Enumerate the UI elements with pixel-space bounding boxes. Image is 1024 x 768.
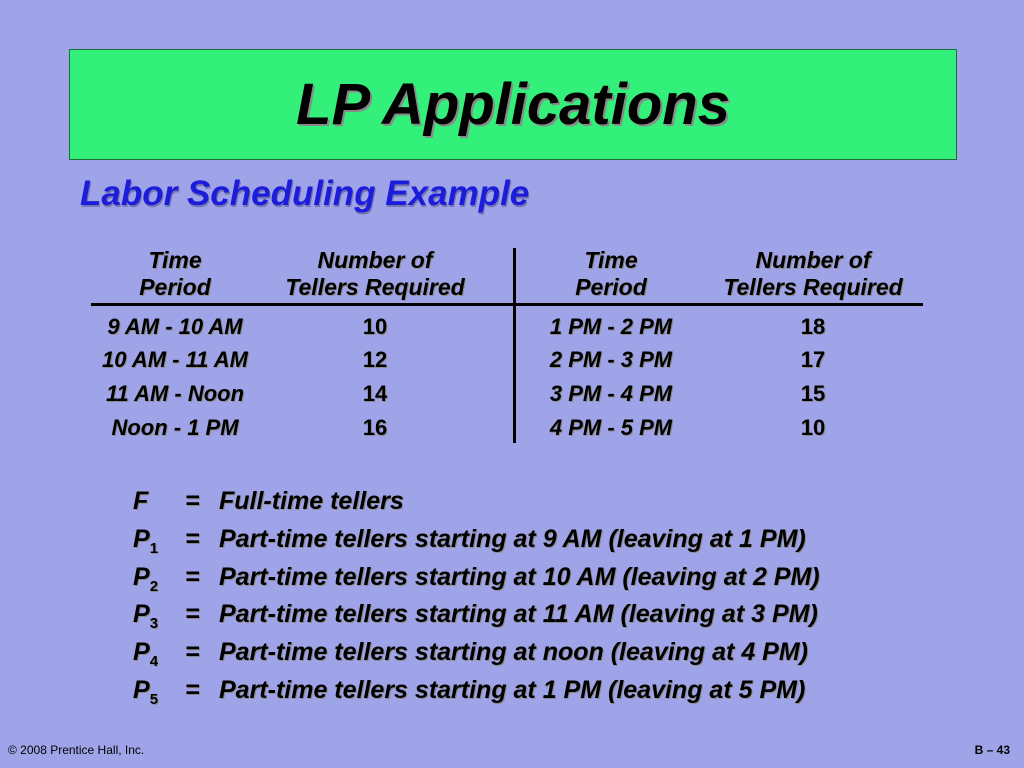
variable-subscript: 5 (149, 691, 159, 708)
header-tellers-right (707, 247, 919, 301)
table-cell-tellers: 16 (362, 415, 388, 440)
header-line1: Time (148, 247, 202, 273)
table-cell-tellers: 17 (800, 347, 826, 372)
header-time-left (95, 247, 255, 301)
variable-letter: P (133, 638, 150, 666)
header-line1: Number of (317, 247, 433, 273)
definition-text: Part-time tellers starting at 9 AM (leaving at 1 PM) (219, 525, 806, 553)
slide-subtitle: Labor Scheduling Example (80, 174, 530, 213)
copyright-footer: © 2008 Prentice Hall, Inc. (8, 743, 145, 757)
definition-equals: = (185, 600, 200, 628)
header-line1: Time (584, 247, 638, 273)
definition-text: Full-time tellers (219, 487, 404, 515)
table-cell-time: 3 PM - 4 PM (549, 381, 673, 406)
definition-text: Part-time tellers starting at 10 AM (leaving at 2 PM) (219, 563, 820, 591)
definition-equals: = (185, 487, 200, 515)
definition-variable (133, 525, 158, 557)
table-cell-time: 9 AM - 10 AM (107, 314, 243, 339)
header-line2: Period (139, 274, 211, 300)
definition-text: Part-time tellers starting at noon (leaving at 4 PM) (219, 638, 809, 666)
header-time-right (531, 247, 691, 301)
variable-subscript: 4 (149, 653, 159, 670)
variable-letter: F (133, 487, 149, 515)
variable-subscript: 1 (149, 540, 159, 557)
definition-text: Part-time tellers starting at 11 AM (leaving at 3 PM) (219, 600, 818, 628)
definition-variable (133, 676, 158, 708)
table-cell-tellers: 18 (800, 314, 826, 339)
table-divider (513, 248, 516, 443)
table-cell-time: 4 PM - 5 PM (549, 415, 673, 440)
header-tellers-left (270, 247, 480, 301)
variable-subscript: 2 (149, 578, 159, 595)
definition-variable (133, 638, 158, 670)
variable-letter: P (133, 563, 150, 591)
header-line2: Period (575, 274, 647, 300)
variable-letter: P (133, 525, 150, 553)
slide-title: LP Applications (296, 72, 730, 137)
page-number: B – 43 (974, 743, 1010, 757)
definition-variable (133, 487, 148, 519)
variable-letter: P (133, 600, 150, 628)
definition-equals: = (185, 676, 200, 704)
table-cell-tellers: 14 (362, 381, 388, 406)
header-line2: Tellers Required (285, 274, 465, 300)
variable-subscript: 3 (149, 615, 159, 632)
table-cell-tellers: 12 (362, 347, 388, 372)
table-cell-time: Noon - 1 PM (111, 415, 239, 440)
definition-equals: = (185, 525, 200, 553)
table-cell-tellers: 15 (800, 381, 826, 406)
table-cell-tellers: 10 (362, 314, 388, 339)
table-cell-time: 11 AM - Noon (105, 381, 245, 406)
table-cell-tellers: 10 (800, 415, 826, 440)
definition-equals: = (185, 563, 200, 591)
table-cell-time: 2 PM - 3 PM (549, 347, 673, 372)
header-line1: Number of (755, 247, 871, 273)
definition-variable (133, 563, 158, 595)
variable-letter: P (133, 676, 150, 704)
table-cell-time: 1 PM - 2 PM (549, 314, 673, 339)
definition-equals: = (185, 638, 200, 666)
header-line2: Tellers Required (723, 274, 903, 300)
table-header-rule (91, 303, 923, 306)
definition-variable (133, 600, 158, 632)
definition-text: Part-time tellers starting at 1 PM (leaving at 5 PM) (219, 676, 806, 704)
title-banner (69, 49, 957, 160)
table-cell-time: 10 AM - 11 AM (102, 347, 248, 372)
